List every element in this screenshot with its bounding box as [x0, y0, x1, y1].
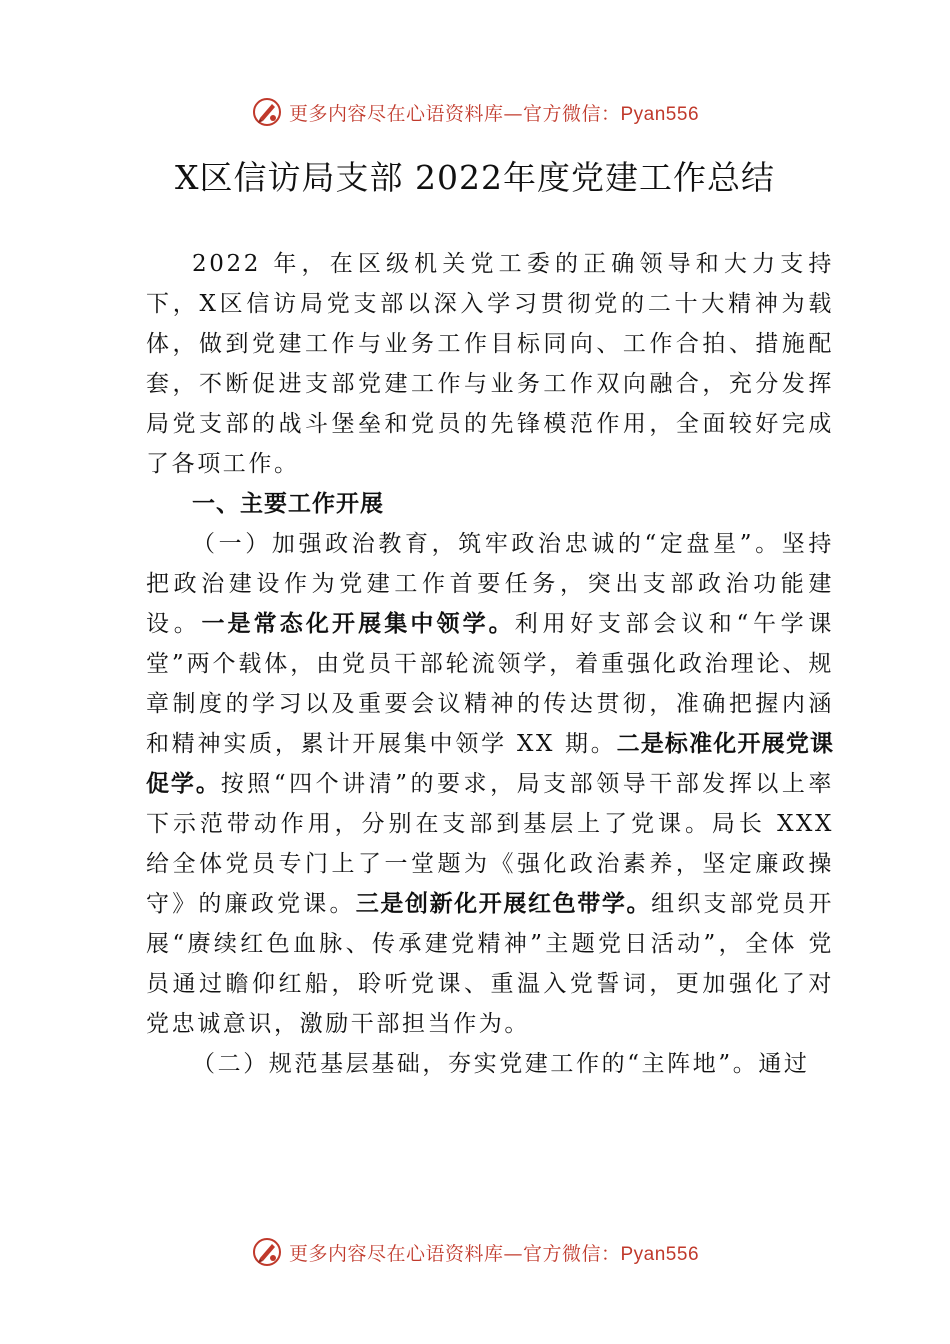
- watermark-text: 更多内容尽在心语资料库—官方微信：Pyan556: [288, 102, 700, 125]
- watermark-header: [0, 96, 950, 128]
- document-body: [146, 244, 834, 1084]
- section-heading: 一、主要工作开展: [192, 491, 384, 517]
- point-title-1: 一是常态化开展集中领学。: [201, 611, 515, 637]
- subsection-paragraph-2: （二）规范基层基础，夯实党建工作的“主阵地”。通过: [192, 1051, 810, 1077]
- subsection-lead: （一）加强政治教育，筑牢政治忠诚的“定盘星”。坚持把政治建设作为党建工作首要任务，突出支部政治功能建设。: [146, 531, 834, 637]
- point-title-2: 二是标准化开展党课促学。: [146, 731, 835, 797]
- pen-seal-icon: [251, 96, 283, 128]
- intro-paragraph: 2022 年，在区级机关党工委的正确领导和大力支持下，X区信访局党支部以深入学习贯彻党的二十大精神为载体，做到党建工作与业务工作目标同向、工作合拍、措施配套，不断促进支部党建工作与业务工作双向融合，充分发挥局党支部的战斗堡垒和党员的先锋模范作用，全面较好完成了各项工作。: [146, 251, 834, 477]
- watermark-text: 更多内容尽在心语资料库—官方微信：Pyan556: [288, 1242, 700, 1265]
- point-title-3: 三是创新化开展红色带学。: [355, 891, 652, 917]
- subsection-paragraph-1: [146, 524, 834, 1044]
- point-text-2: 按照“四个讲清”的要求，局支部领导干部发挥以上率下示范带动作用，分别在支部到基层上了党课。局长 XXX 给全体党员专门上了一堂题为《强化政治素养，坚定廉政操守》的廉政党课。: [146, 771, 834, 917]
- document-title: X区信访局支部 2022年度党建工作总结: [175, 158, 775, 197]
- point-text-1: 利用好支部会议和“午学课堂”两个载体，由党员干部轮流领学，着重强化政治理论、规章制度的学习以及重要会议精神的传达贯彻，准确把握内涵和精神实质，累计开展集中领学 XX 期。: [146, 611, 834, 757]
- point-text-3: 组织支部党员开展“赓续红色血脉、传承建党精神”主题党日活动”，全体 党员通过瞻仰红船，聆听党课、重温入党誓词，更加强化了对党忠诚意识，激励干部担当作为。: [146, 891, 834, 1037]
- watermark-footer: [0, 1236, 950, 1268]
- pen-seal-icon: [251, 1236, 283, 1268]
